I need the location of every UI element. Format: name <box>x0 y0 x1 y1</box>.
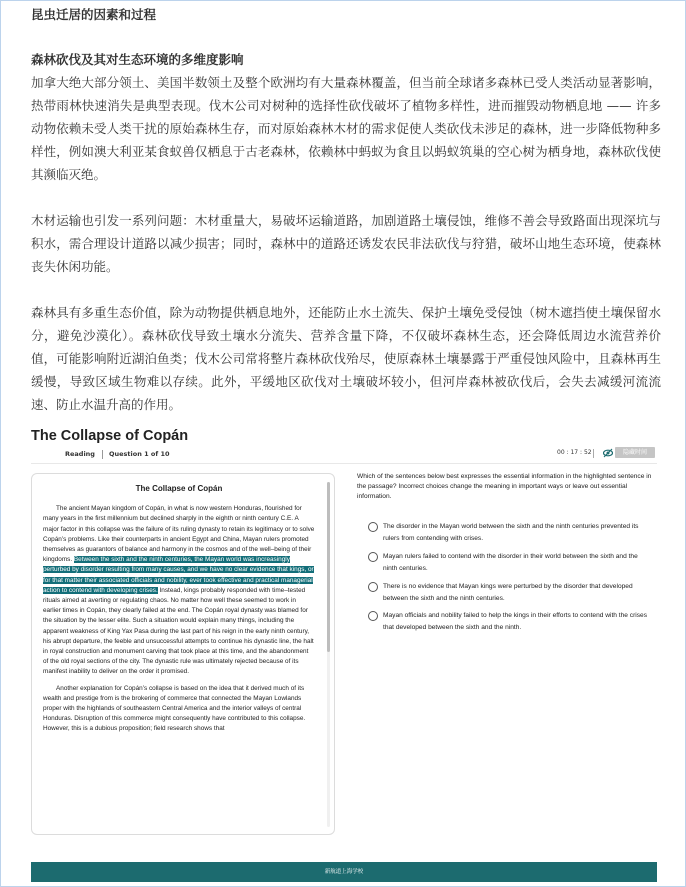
radio-button[interactable] <box>368 611 378 621</box>
radio-button[interactable] <box>368 522 378 532</box>
divider <box>593 449 594 458</box>
choice-text: Mayan rulers failed to contend with the disorder in their world between the sixth and the ninth centuries. <box>383 553 638 572</box>
article-paragraph: 森林具有多重生态价值，除为动物提供栖息地外，还能防止水土流失、保护土壤免受侵蚀（树木遮挡使土壤保留水分，避免沙漠化）。森林砍伐导致土壤水分流失、营养含量下降，不仅破坏森林生态，还会降低周边水流营养价值，可能影响附近湖泊鱼类；伐木公司常将整片森林砍伐殆尽，使原森林土壤暴露于严重侵蚀风险中，且森林再生缓慢，导致区域生物难以存续。此外，平缓地区砍伐对土壤破坏较小，但河岸森林被砍伐后，会失去减缓河流流速、防止水温升高的作用。 <box>31 305 661 412</box>
mode-label: Reading <box>65 450 95 458</box>
timer: 00 : 17 : 52 <box>557 449 592 456</box>
radio-button[interactable] <box>368 582 378 592</box>
radio-button[interactable] <box>368 552 378 562</box>
choice-text: The disorder in the Mayan world between the sixth and the ninth centuries prevented its rulers from contending with crises. <box>383 523 639 542</box>
eye-icon[interactable] <box>603 448 613 458</box>
passage-text: Instead, kings probably responded with time–tested rituals aimed at averting or regulating chaos. No matter how well these seemed to work in earlier times in Copán, they clearly failed at the end. The Copán royal dynasty was blamed for the situation by the lesser elite. Such a situation would explain many things, including the apparent weakness of King Yax Pasa during the last part of his reign in the early ninth century, his abrupt departure, the feeble and unsuccessful attempts to continue his dynastic line, the halt in royal construction and monument carving that took place at this time, and the abandonment of the old royal sections of the city. The dynastic rule was ultimately rejected because of its manifest inability to deliver on the order it promised. <box>43 586 314 676</box>
article-heading: 昆虫迁居的因素和过程 <box>31 7 157 22</box>
passage-panel[interactable] <box>31 473 335 835</box>
scrollbar[interactable] <box>327 482 330 827</box>
section-title: The Collapse of Copán <box>31 428 189 444</box>
footer-bar: 新航道上海学校 <box>31 862 657 882</box>
hide-time-button[interactable]: 隐藏时间 <box>615 447 655 458</box>
highlighted-sentence: Between the sixth and the ninth centuries, the Mayan world was increasingly perturbed by disorder resulting from many causes, and we have no clear evidence that kings, or for that matter their associated officials and nobility, ever took effective and practical managerial action to contend with developing crises. <box>43 556 314 594</box>
divider <box>102 450 103 459</box>
passage-paragraph: Another explanation for Copán’s collapse is based on the idea that it derived much of its wealth and prestige from is the brokering of commerce that connected the Mayan Lowlands proper with the highlands of southeastern Central America and the interior valleys of central Honduras. Disruption of this commerce might consequently have contributed to this collapse. However, this is a dubious proposition; field research shows that <box>43 684 306 733</box>
divider <box>31 463 657 464</box>
embedded-screenshot <box>31 447 657 882</box>
choice-text: There is no evidence that Mayan kings were perturbed by the disorder that developed between the sixth and the ninth centuries. <box>383 583 633 602</box>
passage-paragraph <box>43 504 315 677</box>
article <box>31 1 661 416</box>
article-paragraph: 木材运输也引发一系列问题：木材重量大，易破坏运输道路，加剧道路土壤侵蚀，维修不善会导致路面出现深坑与积水，需合理设计道路以减少损害；同时，森林中的道路还诱发农民非法砍伐与狩猎，破坏山地生态环境，使森林丧失休闲功能。 <box>31 213 661 274</box>
question-counter: Question 1 of 10 <box>109 450 170 458</box>
passage-title: The Collapse of Copán <box>135 484 223 493</box>
passage-text: The ancient Mayan kingdom of Copán, in what is now western Honduras, flourished for many years in the first millennium but declined sharply in the eighth or ninth century C.E. A major factor in this collapse was the failure of its ruling dynasty to retain its legitimacy or to solve Copán’s problems. Like their counterparts in ancient Egypt and China, Mayan rulers promoted themselves as guarantors of balance and harmony in the cosmos and of the well–being of their kingdoms. <box>43 505 315 564</box>
article-subheading: 森林砍伐及其对生态环境的多维度影响 <box>31 52 244 67</box>
choice-text: Mayan officials and nobility failed to help the kings in their efforts to contend with the crises that developed between the sixth and the ninth. <box>383 612 648 631</box>
question-text: Which of the sentences below best expresses the essential information in the highlighted sentence in the passage? Incorrect choices change the meaning in important ways or leave out essential information. <box>357 473 652 500</box>
top-bar <box>31 447 657 464</box>
article-paragraph: 加拿大绝大部分领土、美国半数领土及整个欧洲均有大量森林覆盖，但当前全球诸多森林已受人类活动显著影响，热带雨林快速消失是典型表现。伐木公司对树种的选择性砍伐破坏了植物多样性，进而摧毁动物栖息地 —— 许多动物依赖未受人类干扰的原始森林生存，而对原始森林木材的需求促使人类砍伐未涉足的森林，进一步降低物种多样性，例如澳大利亚某食蚁兽仅栖息于古老森林，依赖林中蚂蚁为食且以蚂蚁筑巢的空心树为栖身地，森林砍伐使其濒临灭绝。 <box>31 75 661 182</box>
scrollbar-thumb[interactable] <box>327 482 330 652</box>
